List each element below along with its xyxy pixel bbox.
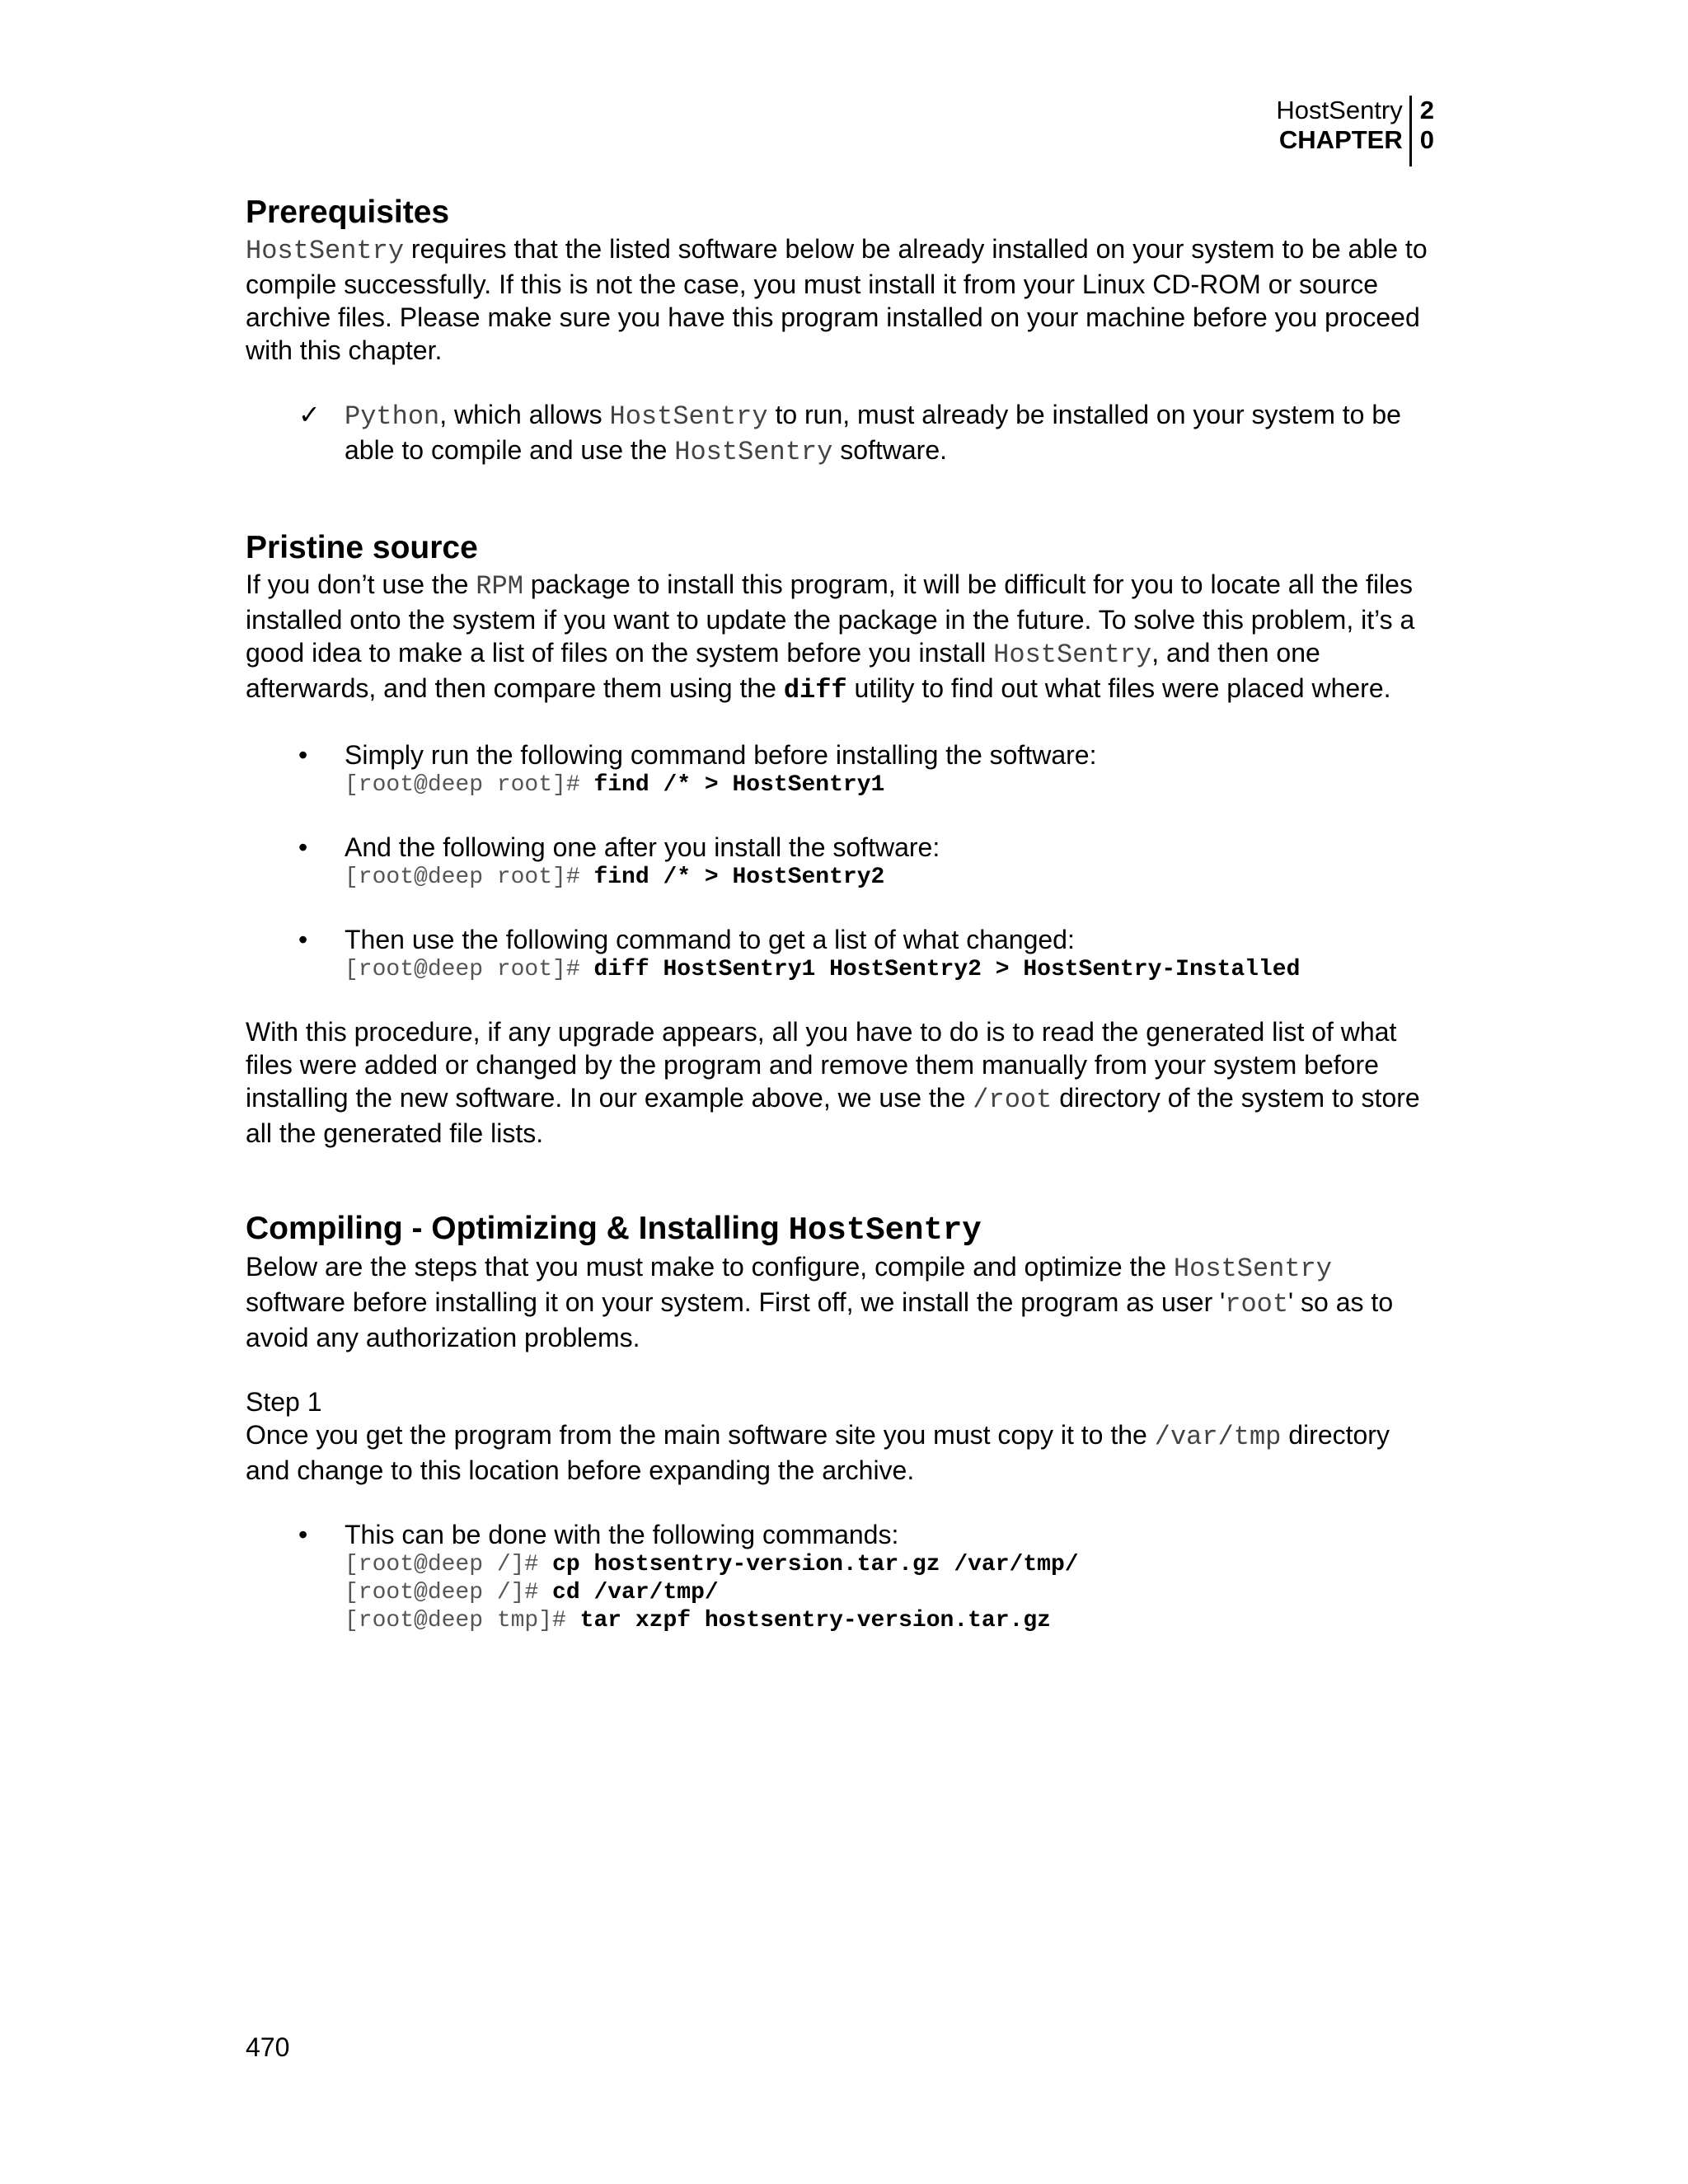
shell-prompt: [root@deep root]# — [345, 865, 594, 890]
compiling-item-text: This can be done with the following commands: — [345, 1520, 899, 1549]
item-text-part: to run, must already be installed on your system to be able to compile and use the — [345, 400, 1401, 465]
header-chapter-number — [1412, 96, 1434, 166]
step-label: Step 1 — [246, 1387, 322, 1417]
inline-code: HostSentry — [993, 640, 1152, 670]
shell-command: find /* > HostSentry1 — [593, 772, 885, 798]
shell-command: tar xzpf hostsentry-version.tar.gz — [579, 1608, 1051, 1633]
shell-prompt: [root@deep /]# — [345, 1552, 553, 1577]
pristine-item-text: Then use the following command to get a list of what changed: — [345, 925, 1075, 954]
command-line — [345, 864, 1432, 892]
item-text-part: software. — [832, 435, 948, 465]
paragraph-text: software before installing it on your system. First off, we install the program as user ' — [246, 1287, 1226, 1317]
pristine-paragraph — [246, 568, 1432, 707]
paragraph-text: With this procedure, if any upgrade appears, all you have to do is to read the generated list of what files were added or changed by the program and remove them manually from your system before installing the new software. In our example above, we use the — [246, 1017, 1397, 1113]
header-left — [1276, 96, 1411, 166]
heading-code: HostSentry — [788, 1212, 982, 1249]
header-chapter-label: CHAPTER — [1278, 125, 1403, 154]
inline-code: HostSentry — [246, 236, 405, 266]
chapter-number-digit-1: 2 — [1419, 96, 1434, 124]
page-number: 470 — [246, 2032, 290, 2062]
shell-command: find /* > HostSentry2 — [593, 865, 885, 890]
inline-code: diff — [783, 675, 847, 705]
inline-code: HostSentry — [674, 437, 833, 467]
inline-code: root — [1225, 1289, 1289, 1319]
item-text-part: , which allows — [439, 400, 610, 429]
shell-prompt: [root@deep root]# — [345, 772, 594, 798]
pristine-item-text: And the following one after you install the software: — [345, 832, 940, 862]
command-line — [345, 1551, 1432, 1579]
pristine-heading: Pristine source — [246, 530, 478, 565]
compiling-heading — [246, 1209, 1432, 1250]
paragraph-text: package to install this program, it will be difficult for you to locate all the files installed onto the system if you want to update the package in the future. To solve this problem, it’s a good idea to make a list of files on the system before you install — [246, 569, 1415, 668]
shell-prompt: [root@deep /]# — [345, 1580, 553, 1605]
prerequisites-heading: Prerequisites — [246, 194, 450, 230]
compiling-item — [298, 1518, 1432, 1635]
command-line — [345, 1607, 1432, 1635]
step-paragraph — [246, 1418, 1432, 1487]
paragraph-text: Once you get the program from the main software site you must copy it to the — [246, 1420, 1155, 1450]
command-line — [345, 956, 1432, 984]
pristine-item — [298, 831, 1432, 892]
checkmark-icon: ✓ — [298, 400, 321, 429]
paragraph-text: requires that the listed software below be already installed on your system to be able to compile successfully. If this is not the case, you must install it from your Linux CD-ROM or source archive files. Please make sure you have this program installed on your machine before you proceed with this chapter. — [246, 234, 1428, 365]
paragraph-text: ' so as to avoid any authorization problems. — [246, 1287, 1394, 1352]
heading-text: Compiling - Optimizing & Installing — [246, 1211, 789, 1246]
inline-code: Python — [345, 401, 440, 432]
prerequisite-item-text — [345, 398, 1432, 469]
paragraph-text: directory and change to this location before expanding the archive. — [246, 1420, 1390, 1485]
paragraph-text: utility to find out what files were placed where. — [846, 673, 1391, 703]
chapter-number-digit-2: 0 — [1419, 125, 1434, 154]
shell-command: cp hostsentry-version.tar.gz /var/tmp/ — [552, 1552, 1079, 1577]
paragraph-text: Below are the steps that you must make to configure, compile and optimize the — [246, 1252, 1174, 1282]
shell-prompt: [root@deep root]# — [345, 957, 594, 982]
pristine-item-text: Simply run the following command before installing the software: — [345, 740, 1097, 770]
shell-prompt: [root@deep tmp]# — [345, 1608, 580, 1633]
compiling-paragraph — [246, 1250, 1432, 1354]
shell-command: diff HostSentry1 HostSentry2 > HostSentry-Installed — [593, 957, 1301, 982]
inline-code: HostSentry — [609, 401, 768, 432]
bullet-icon: • — [298, 832, 308, 862]
bullet-icon: • — [298, 1520, 308, 1549]
command-line — [345, 1579, 1432, 1607]
header-title: HostSentry — [1276, 96, 1403, 124]
pristine-closing-paragraph — [246, 1015, 1432, 1150]
inline-code: /root — [973, 1085, 1053, 1115]
pristine-item — [298, 738, 1432, 799]
prerequisites-paragraph — [246, 232, 1432, 367]
inline-code: HostSentry — [1173, 1254, 1332, 1284]
shell-command: cd /var/tmp/ — [552, 1580, 719, 1605]
paragraph-text: , and then one afterwards, and then compare them using the — [246, 638, 1320, 703]
pristine-item — [298, 923, 1432, 984]
paragraph-text: If you don’t use the — [246, 569, 476, 599]
running-header — [1276, 96, 1434, 166]
paragraph-text: directory of the system to store all the generated file lists. — [246, 1083, 1420, 1148]
bullet-icon: • — [298, 740, 308, 770]
command-line — [345, 771, 1432, 799]
prerequisite-item — [298, 398, 1432, 469]
inline-code: RPM — [476, 571, 523, 602]
inline-code: /var/tmp — [1154, 1422, 1282, 1452]
page-content — [246, 193, 1432, 1635]
bullet-icon: • — [298, 925, 308, 954]
